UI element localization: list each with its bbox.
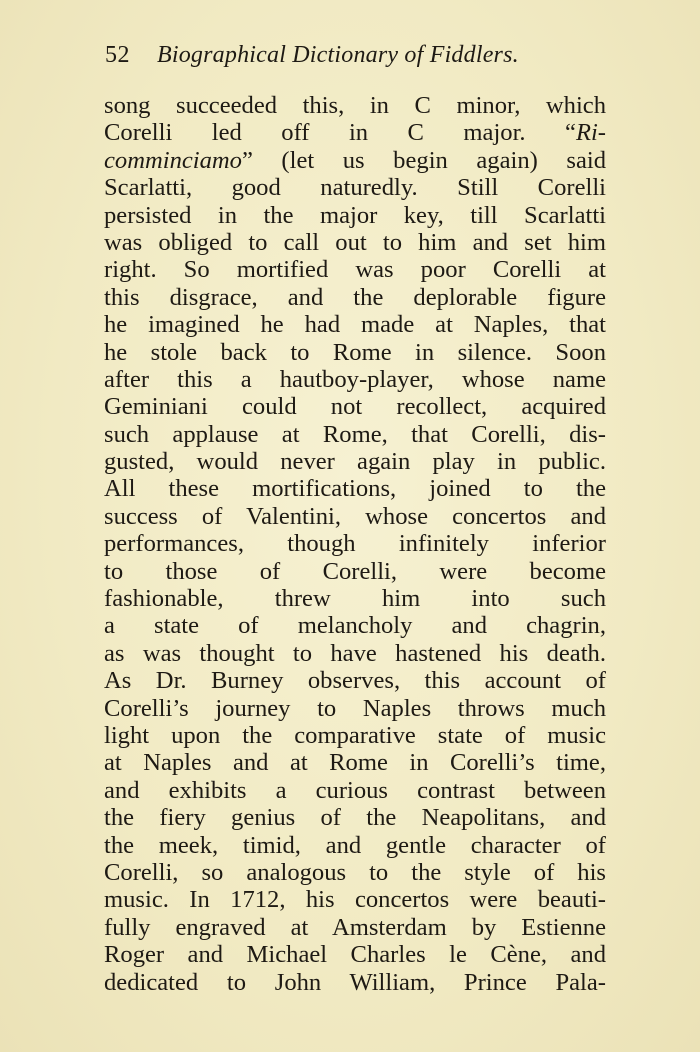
- text-line: [104, 119, 606, 146]
- page-header: [105, 40, 605, 72]
- text-line: a state of melancholy and chagrin,: [104, 612, 606, 640]
- text-line: Corelli’s journey to Naples throws much: [104, 694, 606, 722]
- text-line: such applause at Rome, that Corelli, dis-: [104, 420, 606, 448]
- text-line: at Naples and at Rome in Corelli’s time,: [104, 749, 606, 777]
- text-line: song succeeded this, in C minor, which: [104, 92, 606, 119]
- text-line: fashionable, threw him into such: [104, 585, 606, 613]
- text-line: the fiery genius of the Neapolitans, and: [104, 804, 606, 832]
- text-line: All these mortifications, joined to the: [104, 475, 606, 503]
- text-line: and exhibits a curious contrast between: [104, 776, 606, 804]
- text-line: fully engraved at Amsterdam by Estienne: [104, 913, 606, 941]
- text-line: success of Valentini, whose concertos and: [104, 502, 606, 530]
- text-line: as was thought to have hastened his death.: [104, 639, 606, 667]
- text-line: after this a hautboy-player, whose name: [104, 365, 606, 393]
- text-line: Roger and Michael Charles le Cène, and: [104, 941, 606, 969]
- text-line: Geminiani could not recollect, acquired: [104, 393, 606, 421]
- text-line-roman: Corelli led off in C major. “: [104, 119, 576, 147]
- text-line: the meek, timid, and gentle character of: [104, 831, 606, 859]
- text-line: [104, 147, 606, 174]
- italic-word: comminciamo: [104, 146, 242, 174]
- text-line: Corelli, so analogous to the style of his: [104, 858, 606, 886]
- body-text: [104, 92, 606, 996]
- text-line-roman: ” (let us begin again) said: [241, 146, 606, 174]
- text-line: persisted in the major key, till Scarlatti: [104, 201, 606, 229]
- text-line: gusted, would never again play in public.: [104, 448, 606, 476]
- text-line: As Dr. Burney observes, this account of: [104, 667, 606, 695]
- text-line: dedicated to John William, Prince Pala-: [104, 968, 606, 996]
- text-line: was obliged to call out to him and set him: [104, 228, 606, 256]
- text-line: music. In 1712, his concertos were beauti-: [104, 886, 606, 914]
- text-line: to those of Corelli, were become: [104, 557, 606, 585]
- text-line: he imagined he had made at Naples, that: [104, 311, 606, 339]
- italic-word: Ri-: [575, 119, 606, 147]
- text-line: he stole back to Rome in silence. Soon: [104, 338, 606, 366]
- text-line: light upon the comparative state of music: [104, 721, 606, 749]
- text-line: Scarlatti, good naturedly. Still Corelli: [104, 174, 606, 202]
- text-line: performances, though infinitely inferior: [104, 530, 606, 558]
- running-title: Biographical Dictionary of Fiddlers.: [157, 42, 519, 68]
- text-line: right. So mortified was poor Corelli at: [104, 256, 606, 284]
- page-number: 52: [105, 42, 130, 68]
- text-line: this disgrace, and the deplorable figure: [104, 283, 606, 311]
